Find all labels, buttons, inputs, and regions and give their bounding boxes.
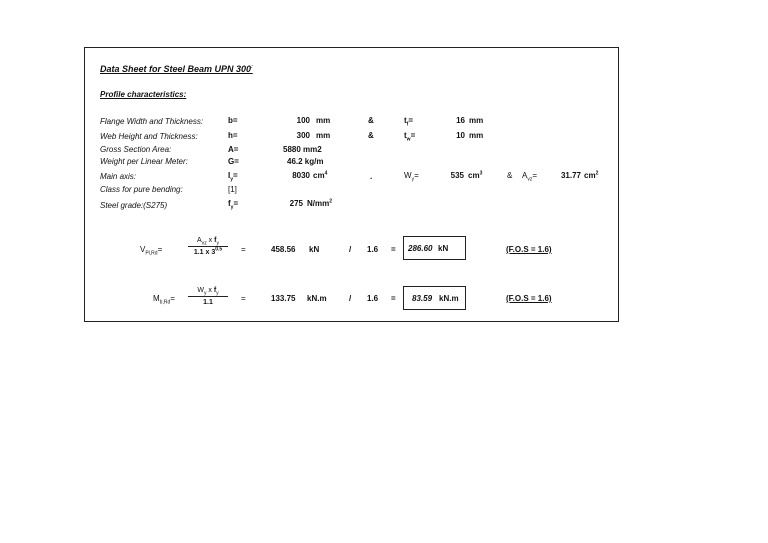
shear-denominator: 1.1 x $3^{0.5}$ <box>193 246 223 256</box>
area-label: Gross Section Area: <box>100 145 172 154</box>
shear-eq: = <box>241 245 246 254</box>
yield-symbol: $f_y=$ <box>228 199 239 211</box>
web-thickness-unit: mm <box>469 131 484 140</box>
axis-label: Main axis: <box>100 172 137 181</box>
shear-result-unit: kN <box>438 244 449 253</box>
web-thickness-value: 10 <box>456 131 465 140</box>
moment-unit: kN.m <box>307 294 327 303</box>
moment-fos-value: 1.6 <box>367 294 379 303</box>
data-sheet <box>84 47 619 322</box>
flange-thickness-symbol: $t_f=$ <box>404 116 414 128</box>
shear-area-unit: $cm^2$ <box>584 170 599 180</box>
class-value: [1] <box>228 185 237 194</box>
shear-fos-value: 1.6 <box>367 245 379 254</box>
class-label: Class for pure bending: <box>100 185 183 194</box>
area-value: 5880 mm2 <box>283 145 322 154</box>
axis-amp: & <box>507 171 513 180</box>
flange-symbol: b= <box>228 116 238 125</box>
web-thickness-symbol: $t_w=$ <box>404 131 416 143</box>
sheet-title: Data Sheet for Steel Beam UPN 300: <box>100 64 253 74</box>
moment-eq: = <box>241 294 246 303</box>
area-symbol: A= <box>228 145 239 154</box>
shear-lhs: $V_{Pl,Rd}=$ <box>140 245 163 257</box>
moment-result-unit: kN.m <box>439 294 459 303</box>
moment-fos-note: (F.O.S = 1.6) <box>506 294 552 303</box>
shear-area-symbol: $A_{vz}=$ <box>522 171 538 183</box>
yield-value: 275 <box>289 199 303 208</box>
yield-unit: $N/mm^2$ <box>307 198 333 208</box>
flange-thickness-value: 16 <box>456 116 465 125</box>
flange-thickness-unit: mm <box>469 116 484 125</box>
weight-value: 46.2 kg/m <box>287 157 324 166</box>
moment-denominator: 1.1 <box>203 299 213 306</box>
modulus-symbol: $W_y=$ <box>404 171 419 183</box>
web-amp: & <box>368 131 374 140</box>
moment-lhs: $M_{b,Rd}=$ <box>153 294 175 306</box>
shear-unit: kN <box>309 245 320 254</box>
weight-label: Weight per Linear Meter: <box>100 157 188 166</box>
inertia-value: 8030 <box>292 171 310 180</box>
modulus-value: 535 <box>450 171 464 180</box>
shear-eq2: = <box>391 245 396 254</box>
moment-value: 133.75 <box>271 294 296 303</box>
moment-fraction <box>188 286 228 307</box>
flange-amp: & <box>368 116 374 125</box>
moment-fraction-bar <box>188 296 228 297</box>
shear-fraction <box>188 236 228 257</box>
grade-label: Steel grade:(S275) <box>100 201 168 210</box>
web-label: Web Height and Thickness: <box>100 132 198 141</box>
inertia-unit: $cm^4$ <box>313 170 328 180</box>
moment-result: 83.59 <box>412 294 433 303</box>
web-symbol: h= <box>228 131 238 140</box>
weight-symbol: G= <box>228 157 239 166</box>
moment-slash: / <box>349 294 352 303</box>
profile-heading: Profile characteristics: <box>100 90 187 99</box>
flange-label: Flange Width and Thickness: <box>100 117 204 126</box>
shear-numerator: $A_{vz}$ x $f_y$ <box>197 237 219 247</box>
flange-width-unit: mm <box>316 116 331 125</box>
shear-value: 458.56 <box>271 245 296 254</box>
shear-area-value: 31.77 <box>560 171 581 180</box>
shear-fos-note: (F.O.S = 1.6) <box>506 245 552 254</box>
shear-result: 286.60 <box>408 244 433 253</box>
web-height-unit: mm <box>316 131 331 140</box>
shear-slash: / <box>349 245 352 254</box>
moment-numerator: $W_y$ x $f_y$ <box>197 287 219 297</box>
modulus-unit: $cm^3$ <box>468 170 483 180</box>
axis-dot: . <box>370 172 373 181</box>
moment-eq2: = <box>391 294 396 303</box>
inertia-symbol: $I_y=$ <box>228 171 238 183</box>
web-height-value: 300 <box>296 131 310 140</box>
flange-width-value: 100 <box>296 116 310 125</box>
